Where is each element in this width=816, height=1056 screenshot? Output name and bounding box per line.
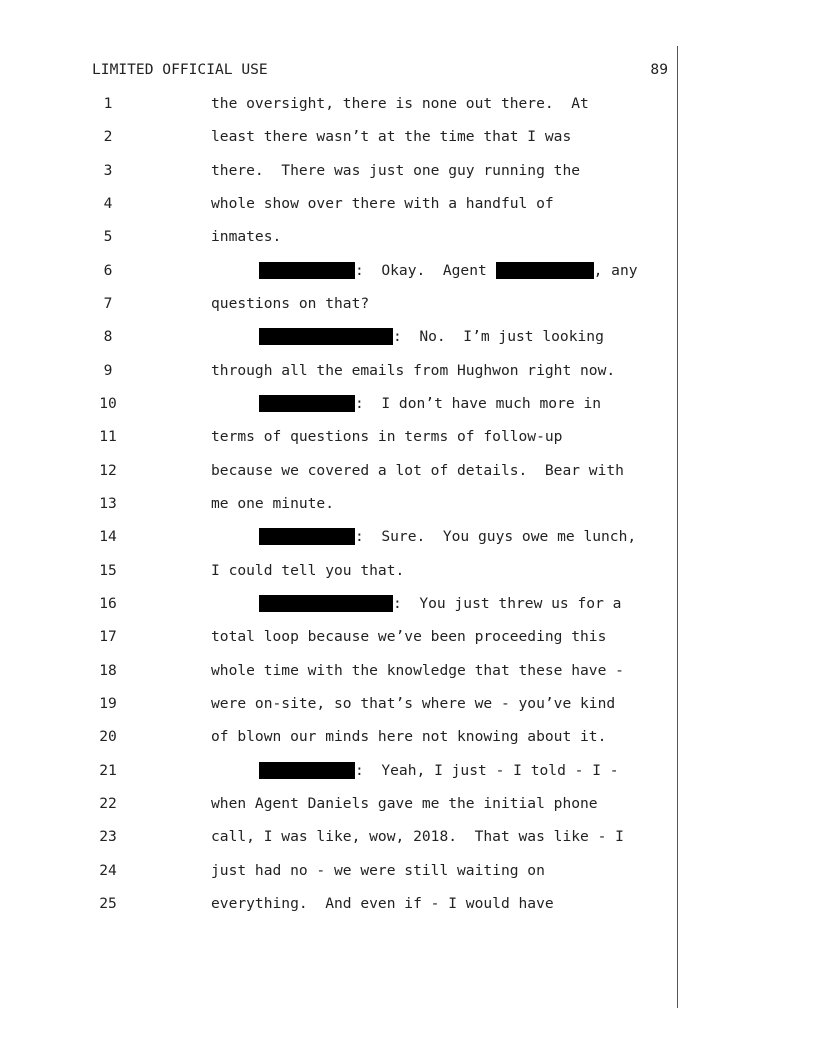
line-number: 4 — [103, 195, 113, 212]
redaction-block — [259, 328, 393, 345]
transcript-line — [0, 662, 676, 682]
speaker-turn — [259, 595, 621, 612]
transcript-line — [0, 728, 676, 748]
line-text: : I don’t have much more in — [355, 395, 602, 412]
transcript-line — [0, 528, 676, 548]
line-text: just had no - we were still waiting on — [211, 862, 545, 879]
line-number: 20 — [99, 728, 117, 745]
line-number: 24 — [99, 862, 117, 879]
redaction-block — [496, 262, 594, 279]
transcript-line — [0, 262, 676, 282]
line-text: terms of questions in terms of follow-up — [211, 428, 563, 445]
line-number: 15 — [99, 562, 117, 579]
transcript-line — [0, 462, 676, 482]
transcript-line — [0, 762, 676, 782]
line-text: through all the emails from Hughwon right now. — [211, 362, 616, 379]
line-number: 14 — [99, 528, 117, 545]
speaker-turn — [259, 395, 601, 412]
line-number: 23 — [99, 828, 117, 845]
transcript-line — [0, 295, 676, 315]
transcript-line — [0, 795, 676, 815]
transcript-line — [0, 428, 676, 448]
line-text: questions on that? — [211, 295, 370, 312]
line-number: 11 — [99, 428, 117, 445]
transcript-line — [0, 895, 676, 915]
line-text: me one minute. — [211, 495, 335, 512]
line-text: everything. And even if - I would have — [211, 895, 554, 912]
line-text: whole time with the knowledge that these have - — [211, 662, 624, 679]
transcript-line — [0, 595, 676, 615]
line-text: least there wasn’t at the time that I was — [211, 128, 572, 145]
line-text: : Sure. You guys owe me lunch, — [355, 528, 637, 545]
classification-marking: LIMITED OFFICIAL USE — [92, 61, 268, 78]
redaction-block — [259, 262, 355, 279]
line-text: the oversight, there is none out there. At — [211, 95, 589, 112]
line-text: there. There was just one guy running the — [211, 162, 581, 179]
line-text: whole show over there with a handful of — [211, 195, 554, 212]
line-text: because we covered a lot of details. Bear with — [211, 462, 624, 479]
line-number: 12 — [99, 462, 117, 479]
line-number: 8 — [103, 328, 113, 345]
transcript-line — [0, 162, 676, 182]
line-number: 6 — [103, 262, 113, 279]
line-number: 19 — [99, 695, 117, 712]
transcript-line — [0, 195, 676, 215]
line-text: call, I was like, wow, 2018. That was like - I — [211, 828, 624, 845]
line-number: 25 — [99, 895, 117, 912]
page-number: 89 — [650, 61, 668, 78]
redaction-block — [259, 395, 355, 412]
line-text: : You just threw us for a — [393, 595, 622, 612]
line-number: 13 — [99, 495, 117, 512]
line-text: of blown our minds here not knowing about it. — [211, 728, 607, 745]
redaction-block — [259, 595, 393, 612]
line-number: 5 — [103, 228, 113, 245]
line-number: 3 — [103, 162, 113, 179]
line-text: : No. I’m just looking — [393, 328, 604, 345]
speaker-turn — [259, 528, 636, 545]
redaction-block — [259, 528, 355, 545]
line-number: 7 — [103, 295, 113, 312]
speaker-turn — [259, 262, 638, 279]
transcript-line — [0, 695, 676, 715]
line-number: 2 — [103, 128, 113, 145]
line-number: 1 — [103, 95, 113, 112]
line-text: : Yeah, I just - I told - I - — [355, 762, 619, 779]
line-text: , any — [593, 262, 638, 279]
line-text: were on-site, so that’s where we - you’ve kind — [211, 695, 616, 712]
line-number: 22 — [99, 795, 117, 812]
transcript-line — [0, 828, 676, 848]
speaker-turn — [259, 762, 619, 779]
transcript-line — [0, 495, 676, 515]
redaction-block — [259, 762, 355, 779]
line-number: 9 — [103, 362, 113, 379]
transcript-line — [0, 862, 676, 882]
line-text: : Okay. Agent — [355, 262, 496, 279]
line-text: total loop because we’ve been proceeding this — [211, 628, 607, 645]
transcript-line — [0, 95, 676, 115]
line-text: inmates. — [211, 228, 282, 245]
line-number: 18 — [99, 662, 117, 679]
line-number: 16 — [99, 595, 117, 612]
line-number: 21 — [99, 762, 117, 779]
line-text: I could tell you that. — [211, 562, 405, 579]
transcript-line — [0, 328, 676, 348]
transcript-line — [0, 228, 676, 248]
line-number: 17 — [99, 628, 117, 645]
line-text: when Agent Daniels gave me the initial phone — [211, 795, 598, 812]
transcript-line — [0, 628, 676, 648]
transcript-line — [0, 562, 676, 582]
transcript-line — [0, 128, 676, 148]
speaker-turn — [259, 328, 604, 345]
transcript-line — [0, 362, 676, 382]
line-number: 10 — [99, 395, 117, 412]
transcript-line — [0, 395, 676, 415]
